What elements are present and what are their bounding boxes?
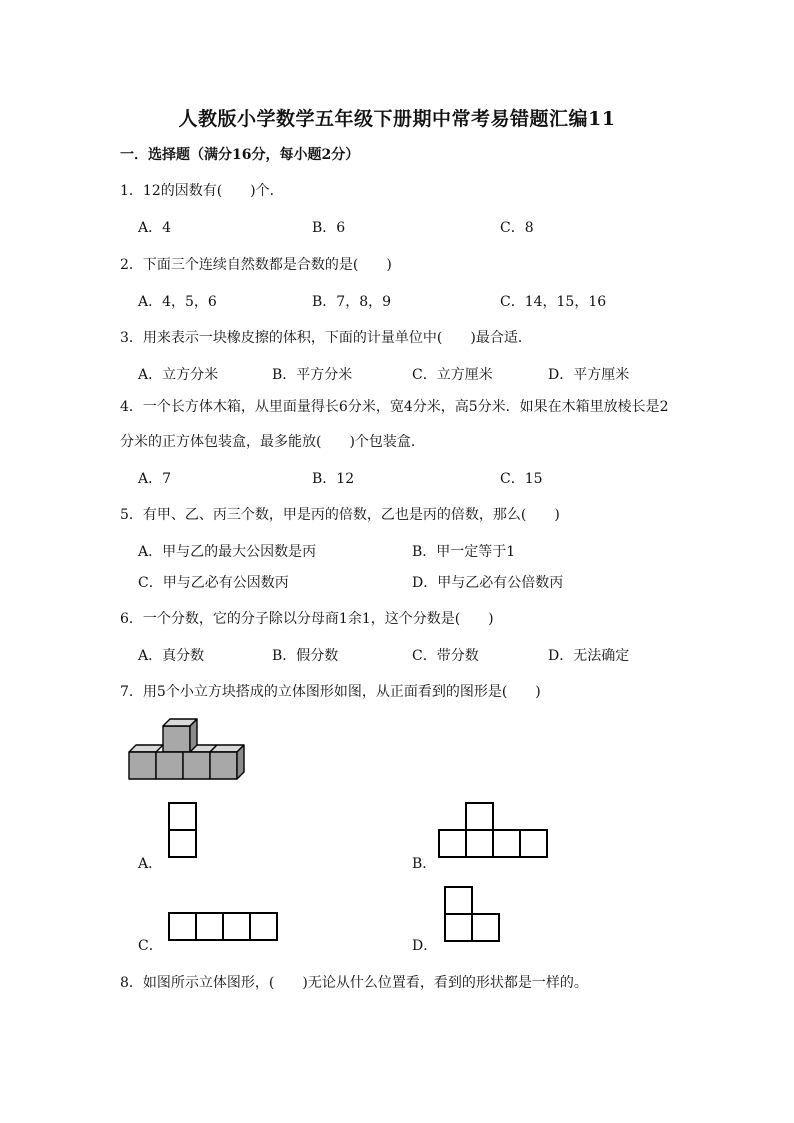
q1-option-c: C．8: [500, 220, 534, 236]
q5-option-d: D．甲与乙必有公倍数丙: [412, 575, 564, 591]
question-1-stem: 1．12的因数有( )个．: [120, 183, 284, 199]
question-4-stem: 4．一个长方体木箱，从里面量得长6分米，宽4分米，高5分米．如果在木箱里放棱长是2: [120, 399, 669, 415]
q7-option-c: C．: [138, 938, 163, 954]
q5-option-c: C．甲与乙必有公因数丙: [138, 575, 289, 591]
q3-option-d: D．平方厘米: [548, 367, 630, 383]
q7-option-a: A．: [138, 856, 163, 872]
document-title: 人教版小学数学五年级下册期中常考易错题汇编11: [178, 108, 616, 130]
q3-option-a: A．立方分米: [138, 367, 219, 383]
q7-option-b-figure: [434, 800, 554, 862]
q7-option-d: D．: [412, 938, 438, 954]
section-heading: 一．选择题（满分16分，每小题2分）: [120, 147, 360, 163]
q2-option-b: B．7，8，9: [312, 294, 392, 310]
q2-option-a: A．4，5，6: [138, 294, 217, 310]
question-5-stem: 5．有甲、乙、丙三个数，甲是丙的倍数，乙也是丙的倍数，那么( ): [120, 507, 560, 523]
q3-option-c: C．立方厘米: [412, 367, 493, 383]
q1-option-a: A．4: [138, 220, 172, 236]
q5-option-b: B．甲一定等于1: [412, 544, 516, 560]
q7-option-b: B．: [412, 856, 437, 872]
q6-option-d: D．无法确定: [548, 648, 630, 664]
q2-option-c: C．14，15，16: [500, 294, 607, 310]
q4-option-b: B．12: [312, 471, 355, 487]
question-8-stem: 8．如图所示立体图形，( )无论从什么位置看，看到的形状都是一样的。: [120, 975, 588, 991]
q4-option-a: A．7: [138, 471, 172, 487]
q6-option-a: A．真分数: [138, 648, 205, 664]
q3-option-b: B．平方分米: [272, 367, 353, 383]
question-6-stem: 6．一个分数，它的分子除以分母商1余1，这个分数是( ): [120, 611, 494, 627]
q1-option-b: B．6: [312, 220, 346, 236]
question-7-stem: 7．用5个小立方块搭成的立体图形如图，从正面看到的图形是( ): [120, 684, 541, 700]
question-2-stem: 2．下面三个连续自然数都是合数的是( ): [120, 257, 392, 273]
q5-option-a: A．甲与乙的最大公因数是丙: [138, 544, 317, 560]
cube-solid-figure: [122, 712, 254, 788]
q7-option-c-figure: [166, 910, 282, 946]
q7-option-d-figure: [442, 884, 506, 946]
q6-option-c: C．带分数: [412, 648, 479, 664]
q6-option-b: B．假分数: [272, 648, 339, 664]
q7-option-a-figure: [166, 800, 200, 862]
question-4-stem-continued: 分米的正方体包装盒，最多能放( )个包装盒．: [120, 434, 425, 450]
question-3-stem: 3．用来表示一块橡皮擦的体积，下面的计量单位中( )最合适．: [120, 330, 532, 346]
q4-option-c: C．15: [500, 471, 543, 487]
